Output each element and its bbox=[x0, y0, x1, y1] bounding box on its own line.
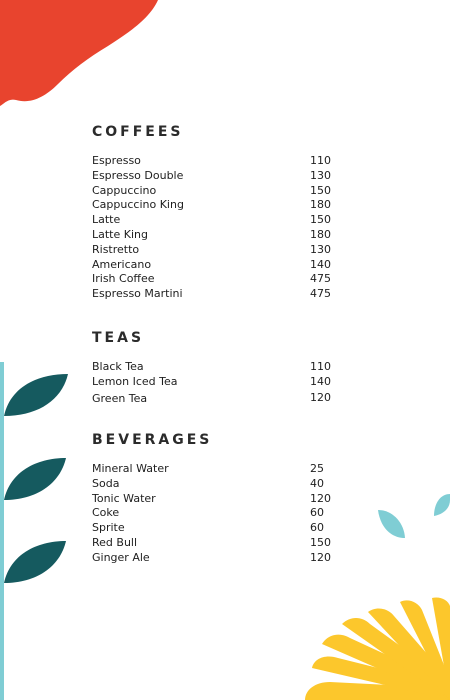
menu-item bbox=[92, 213, 342, 228]
menu-item bbox=[92, 228, 342, 243]
item-price: 475 bbox=[310, 272, 331, 286]
menu-item bbox=[92, 258, 342, 273]
menu-item bbox=[92, 551, 342, 566]
item-name: Cappuccino King bbox=[92, 198, 184, 212]
menu-item bbox=[92, 375, 342, 390]
item-price: 180 bbox=[310, 227, 331, 241]
item-price: 120 bbox=[310, 550, 331, 564]
menu-item bbox=[92, 287, 342, 302]
item-name: Black Tea bbox=[92, 360, 144, 373]
item-name: Ginger Ale bbox=[92, 550, 150, 564]
item-price: 60 bbox=[310, 506, 324, 520]
item-name: Coke bbox=[92, 506, 120, 520]
menu-item bbox=[92, 462, 342, 477]
item-name: Latte bbox=[92, 213, 121, 227]
item-price: 110 bbox=[310, 360, 331, 373]
leaf-shape bbox=[4, 374, 68, 416]
item-name: Red Bull bbox=[92, 535, 138, 549]
item-name: Soda bbox=[92, 476, 120, 490]
item-price: 120 bbox=[310, 491, 331, 505]
menu-item bbox=[92, 272, 342, 287]
item-name: Sprite bbox=[92, 521, 125, 535]
item-price: 180 bbox=[310, 198, 331, 212]
menu-item bbox=[92, 536, 342, 551]
item-name: Lemon Iced Tea bbox=[92, 374, 178, 388]
item-name: Tonic Water bbox=[92, 491, 156, 505]
item-price: 130 bbox=[310, 242, 331, 256]
item-name: Cappuccino bbox=[92, 183, 157, 197]
item-price: 120 bbox=[310, 390, 331, 404]
menu-item bbox=[92, 154, 342, 169]
menu-list bbox=[92, 154, 342, 302]
leaf-shape bbox=[434, 494, 450, 516]
menu-section-beverages bbox=[92, 432, 342, 564]
leaf-shape bbox=[4, 458, 66, 500]
menu-item bbox=[92, 184, 342, 199]
item-name: Latte King bbox=[92, 227, 148, 241]
menu-item bbox=[92, 477, 342, 492]
menu-list bbox=[92, 462, 342, 566]
menu-item bbox=[92, 390, 342, 407]
section-title: COFFEES bbox=[92, 124, 184, 140]
menu-item bbox=[92, 506, 342, 521]
section-title: TEAS bbox=[92, 330, 145, 346]
item-price: 110 bbox=[310, 154, 331, 167]
leaf-shape bbox=[378, 510, 405, 538]
item-price: 130 bbox=[310, 168, 331, 182]
item-price: 140 bbox=[310, 374, 331, 388]
item-name: Ristretto bbox=[92, 242, 140, 256]
item-name: Green Tea bbox=[92, 392, 148, 406]
menu-section-coffees bbox=[92, 124, 342, 301]
orange-blob bbox=[0, 0, 158, 106]
menu-item bbox=[92, 521, 342, 536]
item-price: 25 bbox=[310, 462, 324, 475]
item-price: 150 bbox=[310, 213, 331, 227]
item-name: Americano bbox=[92, 257, 152, 271]
item-name: Mineral Water bbox=[92, 462, 169, 475]
menu-item bbox=[92, 492, 342, 507]
menu-list bbox=[92, 360, 342, 406]
menu-item bbox=[92, 169, 342, 184]
item-name: Espresso Martini bbox=[92, 287, 183, 301]
menu-item bbox=[92, 360, 342, 375]
item-price: 40 bbox=[310, 476, 324, 490]
vine-stem bbox=[0, 362, 4, 700]
item-price: 150 bbox=[310, 535, 331, 549]
item-price: 475 bbox=[310, 287, 331, 301]
item-price: 140 bbox=[310, 257, 331, 271]
menu-section-teas bbox=[92, 330, 342, 406]
item-name: Espresso Double bbox=[92, 168, 184, 182]
item-name: Espresso bbox=[92, 154, 141, 167]
item-name: Irish Coffee bbox=[92, 272, 155, 286]
item-price: 60 bbox=[310, 521, 324, 535]
menu-item bbox=[92, 198, 342, 213]
leaf-shape bbox=[4, 541, 66, 583]
sun-shape bbox=[305, 597, 450, 700]
section-title: BEVERAGES bbox=[92, 432, 213, 448]
item-price: 150 bbox=[310, 183, 331, 197]
menu-item bbox=[92, 243, 342, 258]
